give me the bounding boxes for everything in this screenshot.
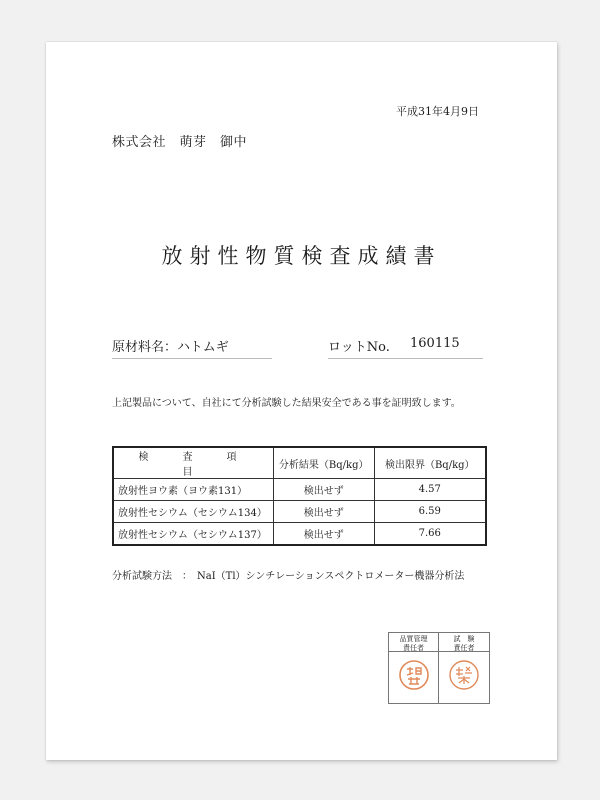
table-row	[113, 479, 486, 501]
quality-manager-cell	[389, 633, 439, 703]
row-result: 検出せず	[273, 523, 374, 546]
results-table	[112, 446, 487, 546]
approval-stamp-box	[388, 632, 490, 704]
certification-statement: 上記製品について、自社にて分析試験した結果安全である事を証明致します。	[112, 398, 461, 409]
recipient: 株式会社 萌芽 御中	[112, 135, 248, 150]
row-item: 放射性セシウム（セシウム137）	[113, 523, 273, 546]
quality-manager-label: 品質管理 責任者	[389, 633, 438, 652]
lot-number	[328, 336, 483, 359]
document-title: 放射性物質検査成績書	[161, 244, 442, 268]
lot-label: ロットNo.	[328, 340, 390, 355]
table-header-row	[113, 447, 486, 479]
row-item: 放射性セシウム（セシウム134）	[113, 501, 273, 523]
row-result: 検出せず	[273, 479, 374, 501]
row-limit: 4.57	[374, 479, 486, 501]
personal-seal-icon	[398, 659, 430, 691]
table-row	[113, 501, 486, 523]
lot-value: 160115	[410, 336, 460, 351]
header-item: 検 査 項 目	[113, 447, 273, 479]
material-name: 原材料名：ハトムギ	[112, 336, 272, 359]
row-result: 検出せず	[273, 501, 374, 523]
header-limit: 検出限界（Bq/kg）	[374, 447, 486, 479]
personal-seal-icon	[448, 659, 480, 691]
row-limit: 7.66	[374, 523, 486, 546]
test-manager-cell	[439, 633, 489, 703]
row-item: 放射性ヨウ素（ヨウ素131）	[113, 479, 273, 501]
header-result: 分析結果（Bq/kg）	[273, 447, 374, 479]
issue-date: 平成31年4月9日	[396, 105, 479, 118]
certificate-page	[46, 42, 557, 760]
row-limit: 6.59	[374, 501, 486, 523]
analysis-method: 分析試験方法 ： NaI（Tl）シンチレーションスペクトロメーター機器分析法	[112, 571, 465, 582]
table-row	[113, 523, 486, 546]
test-manager-label: 試 験 責任者	[439, 633, 489, 652]
